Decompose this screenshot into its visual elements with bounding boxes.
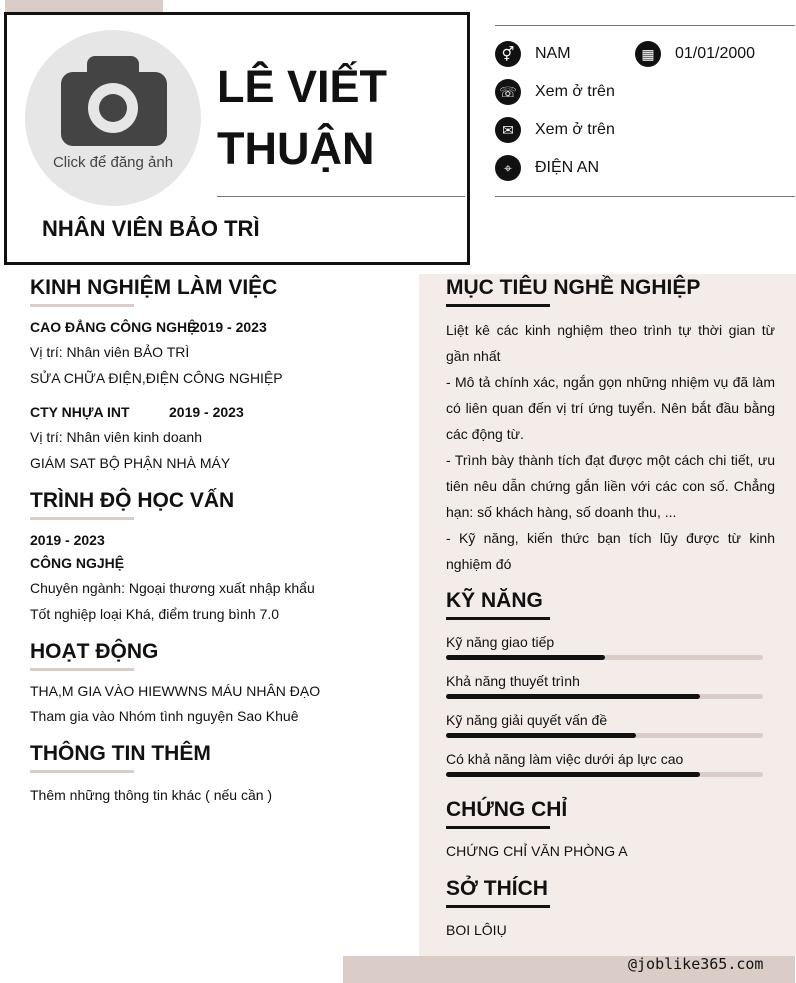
camera-icon-lens (99, 94, 127, 122)
hobby-item: BOI LÔIỤ (446, 922, 507, 938)
candidate-name (217, 56, 387, 180)
additional-title: THÔNG TIN THÊM (30, 742, 211, 765)
objective-text (446, 317, 775, 577)
contact-divider-bottom (495, 196, 795, 197)
job-title: NHÂN VIÊN BẢO TRÌ (42, 216, 260, 241)
activity-item: Tham gia vào Nhóm tình nguyện Sao Khuê (30, 708, 299, 724)
education-school: CÔNG NGJHỆ (30, 555, 125, 571)
calendar-icon: ▦ (635, 41, 661, 67)
objective-paragraph: - Kỹ năng, kiến thức bạn tích lũy được từ kinh nghiệm đó (446, 530, 775, 572)
skill-name: Có khả năng làm việc dưới áp lực cao (446, 751, 684, 767)
contact-divider-top (495, 25, 795, 26)
name-divider (217, 196, 465, 197)
activity-item: THA,M GIA VÀO HIEWWNS MÁU NHÂN ĐẠO (30, 683, 321, 699)
skill-name: Kỹ năng giao tiếp (446, 634, 555, 650)
job1-company: CAO ĐẲNG CÔNG NGHỆ (30, 319, 197, 335)
skills-title: KỸ NĂNG (446, 589, 543, 612)
education-period: 2019 - 2023 (30, 532, 105, 548)
job2-period: 2019 - 2023 (169, 404, 244, 420)
job1-period: 2019 - 2023 (192, 319, 267, 335)
candidate-name-line2: THUẬN (217, 123, 375, 174)
hobbies-underline (446, 905, 550, 908)
job2-description: GIÁM SAT BỘ PHẬN NHÀ MÁY (30, 455, 231, 471)
skill-name: Kỹ năng giải quyết vấn đề (446, 712, 608, 728)
objective-paragraph: Liệt kê các kinh nghiệm theo trình tự thời gian từ gần nhất (446, 322, 775, 364)
education-major: Chuyên ngành: Ngoại thương xuất nhập khẩu (30, 580, 315, 596)
job2-position: Vị trí: Nhân viên kinh doanh (30, 429, 202, 445)
hobbies-title: SỞ THÍCH (446, 877, 548, 900)
certificate-item: CHỨNG CHỈ VĂN PHÒNG A (446, 843, 628, 859)
skill-bar (446, 694, 763, 699)
education-grade: Tốt nghiệp loại Khá, điểm trung bình 7.0 (30, 606, 280, 622)
objective-title: MỤC TIÊU NGHỀ NGHIỆP (446, 276, 701, 299)
skill-bar (446, 772, 763, 777)
skill-name: Khả năng thuyết trình (446, 673, 580, 689)
contact-birthdate: 01/01/2000 (675, 45, 756, 62)
activities-title: HOẠT ĐỘNG (30, 640, 159, 663)
activities-underline (30, 668, 134, 671)
objective-paragraph: - Mô tả chính xác, ngắn gọn những nhiệm vụ đã làm có liên quan đến vị trí ứng tuyển. Nên bắt đầu bằng các động từ. (446, 374, 775, 442)
contact-gender: NAM (535, 45, 571, 62)
certificates-title: CHỨNG CHỈ (446, 798, 568, 821)
skill-bar-fill (446, 733, 636, 738)
additional-underline (30, 770, 134, 773)
objective-paragraph: - Trình bày thành tích đạt được một cách chi tiết, ưu tiên nêu dẫn chứng gắn liền với các con số. Chẳng hạn: số khách hàng, số doanh thu, ... (446, 452, 775, 520)
skill-bar-fill (446, 655, 605, 660)
watermark: @joblike365.com (628, 955, 764, 973)
gender-icon: ⚥ (495, 41, 521, 67)
experience-title: KINH NGHIỆM LÀM VIỆC (30, 276, 278, 299)
contact-phone: Xem ở trên (535, 83, 615, 100)
certificates-underline (446, 826, 550, 829)
skills-underline (446, 617, 550, 620)
skill-bar (446, 655, 763, 660)
job2-company: CTY NHỰA INT (30, 404, 130, 420)
objective-underline (446, 304, 550, 307)
phone-icon: ☏ (495, 79, 521, 105)
education-underline (30, 517, 134, 520)
candidate-name-line1: LÊ VIẾT (217, 61, 388, 112)
job1-position: Vị trí: Nhân viên BẢO TRÌ (30, 344, 190, 360)
contact-email: Xem ở trên (535, 121, 615, 138)
additional-text: Thêm những thông tin khác ( nếu cần ) (30, 787, 273, 803)
skill-bar (446, 733, 763, 738)
experience-underline (30, 304, 134, 307)
location-pin-icon: ⌖ (495, 155, 521, 181)
skill-bar-fill (446, 772, 700, 777)
mail-icon: ✉ (495, 117, 521, 143)
education-title: TRÌNH ĐỘ HỌC VẤN (30, 489, 235, 512)
job1-description: SỬA CHỮA ĐIỆN,ĐIỆN CÔNG NGHIỆP (30, 370, 283, 386)
contact-address: ĐIỆN AN (535, 159, 600, 176)
skill-bar-fill (446, 694, 700, 699)
photo-upload-caption[interactable]: Click để đăng ảnh (52, 154, 174, 171)
